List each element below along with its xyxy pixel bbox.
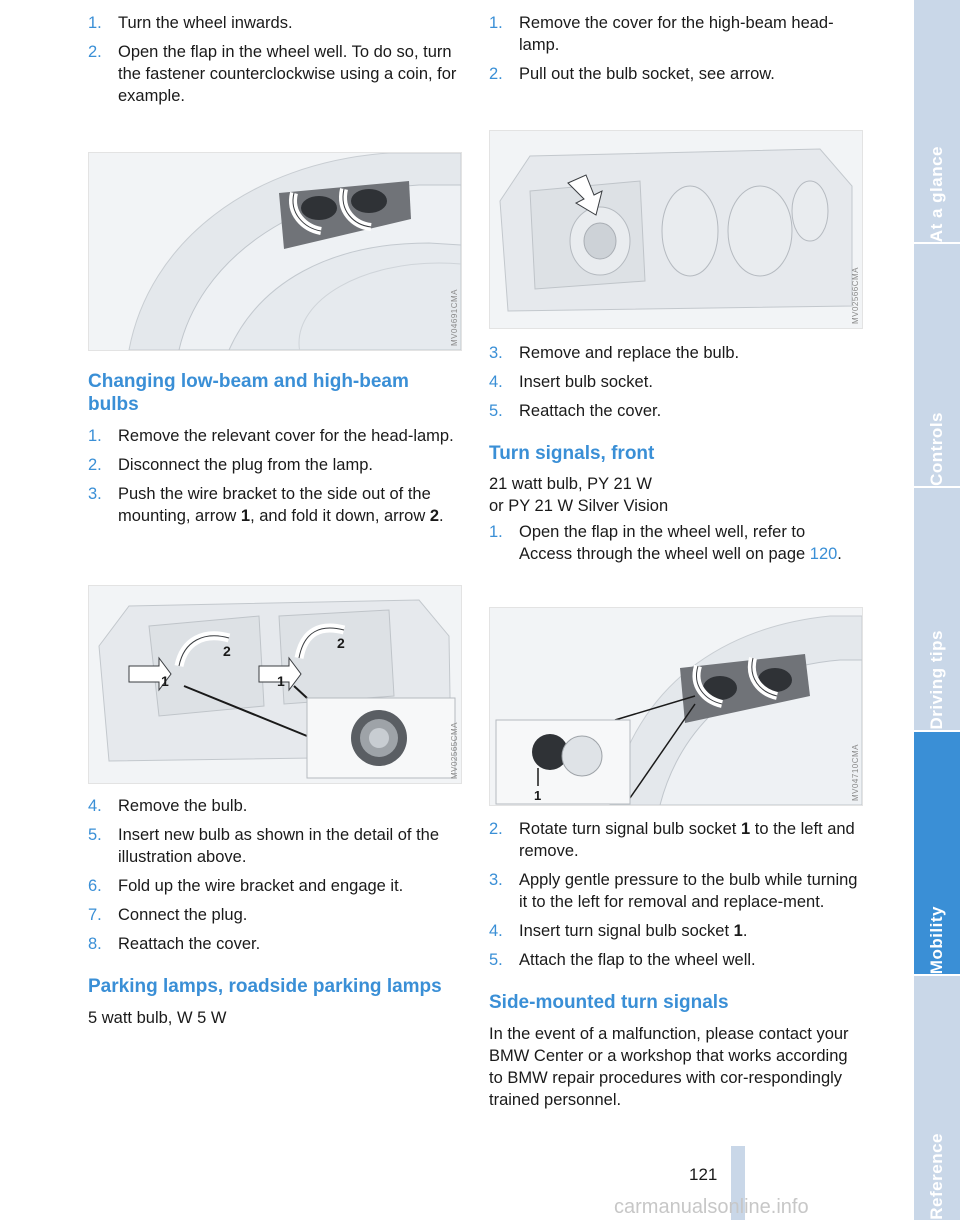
- list-item: [88, 425, 460, 447]
- tab-label: Controls: [927, 412, 946, 486]
- step-number: 2.: [489, 820, 503, 838]
- list-item: [88, 483, 460, 527]
- step-number: 2.: [88, 456, 102, 474]
- step-number: 7.: [88, 906, 102, 924]
- socket-reference: 1: [740, 820, 751, 838]
- list-item: [88, 41, 460, 107]
- bulb-replacement-steps-list: [88, 795, 460, 955]
- step-text: Fold up the wire bracket and engage it.: [118, 877, 404, 895]
- parking-lamp-bulb-spec: 5 watt bulb, W 5 W: [88, 1009, 227, 1027]
- step-text: Rotate turn signal bulb socket: [519, 820, 741, 838]
- arrow-label-1: 1: [161, 673, 169, 689]
- step-text: .: [742, 922, 748, 940]
- wheel-well-flap-figure: [88, 152, 462, 351]
- step-number: 5.: [88, 826, 102, 844]
- list-item: [489, 400, 861, 422]
- turn-signal-bulb-spec-alt: or PY 21 W Silver Vision: [489, 497, 669, 515]
- step-text: Insert turn signal bulb socket: [519, 922, 734, 940]
- step-text: Open the flap in the wheel well. To do so, turn the fastener counterclockwise using a coin, for example.: [118, 43, 457, 105]
- list-item: [88, 904, 460, 926]
- list-item: [489, 920, 861, 942]
- step-number: 1.: [88, 427, 102, 445]
- tab-label: Mobility: [927, 905, 946, 974]
- tab-label: At a glance: [927, 145, 946, 242]
- tab-reference[interactable]: [914, 976, 960, 1220]
- section-heading-side-turn-signals: Side-mounted turn signals: [489, 992, 729, 1013]
- list-item: [88, 875, 460, 897]
- step-number: 1.: [88, 14, 102, 32]
- arrow-reference: 2: [429, 507, 440, 525]
- step-number: 1.: [489, 14, 503, 32]
- step-number: 2.: [489, 65, 503, 83]
- tab-at-a-glance[interactable]: [914, 0, 960, 244]
- right-column-bottom: [489, 818, 861, 1111]
- step-text: to the left and remove.: [519, 820, 855, 860]
- socket-label-1: 1: [534, 788, 542, 803]
- left-column-bottom: [88, 795, 460, 1029]
- step-number: 4.: [88, 797, 102, 815]
- step-number: 2.: [88, 43, 102, 61]
- wheel-steps-list: [88, 12, 460, 114]
- step-text: Remove the bulb.: [118, 797, 248, 815]
- step-text: Connect the plug.: [118, 906, 248, 924]
- tab-label: Reference: [927, 1133, 946, 1220]
- watermark: carmanualsonline.info: [614, 1196, 809, 1218]
- tab-label: Driving tips: [927, 630, 946, 730]
- list-item: [88, 12, 460, 34]
- list-item: [489, 12, 861, 56]
- list-item: [88, 933, 460, 955]
- step-text: , and fold it down, arrow: [250, 507, 430, 525]
- step-number: 1.: [489, 523, 503, 541]
- list-item: [489, 818, 861, 862]
- tab-mobility[interactable]: [914, 732, 960, 976]
- step-number: 5.: [489, 402, 503, 420]
- turn-signal-steps-list: [489, 521, 861, 565]
- figure-code: MV02565CMA: [450, 721, 459, 779]
- list-item: [489, 521, 861, 565]
- high-beam-steps-list: [489, 12, 861, 92]
- step-number: 5.: [489, 951, 503, 969]
- step-text: .: [837, 545, 842, 563]
- arrow-label-1: 1: [277, 673, 285, 689]
- step-text: .: [439, 507, 444, 525]
- step-text: Remove the cover for the high-beam head-lamp.: [519, 14, 834, 54]
- step-text: Insert bulb socket.: [519, 373, 653, 391]
- turn-signal-removal-steps-list: [489, 818, 861, 971]
- arrow-label-2: 2: [337, 635, 345, 651]
- section-tabs: [914, 0, 960, 1220]
- list-item: [489, 869, 861, 913]
- step-text: Attach the flap to the wheel well.: [519, 951, 756, 969]
- page-reference-link[interactable]: 120: [809, 545, 838, 563]
- step-number: 3.: [88, 485, 102, 503]
- turn-signal-illustration: [490, 608, 862, 805]
- list-item: [88, 795, 460, 817]
- step-text: Pull out the bulb socket, see arrow.: [519, 65, 775, 83]
- step-text: Reattach the cover.: [118, 935, 261, 953]
- step-number: 8.: [88, 935, 102, 953]
- high-beam-socket-figure: [489, 130, 863, 329]
- tab-driving-tips[interactable]: [914, 488, 960, 732]
- step-text: Open the flap in the wheel well, refer to Access through the wheel well on page: [519, 523, 810, 563]
- figure-code: MV04691CMA: [450, 288, 459, 346]
- side-turn-signal-text: In the event of a malfunction, please contact your BMW Center or a workshop that works according to BMW repair procedures with cor-respondingly trained personnel.: [489, 1025, 849, 1109]
- tab-controls[interactable]: [914, 244, 960, 488]
- figure-code: MV02566CMA: [851, 266, 860, 324]
- right-column-middle: [489, 342, 861, 572]
- step-text: Push the wire bracket to the side out of the mounting, arrow: [118, 485, 431, 525]
- step-number: 3.: [489, 344, 503, 362]
- turn-signal-bulb-spec: 21 watt bulb, PY 21 W: [489, 475, 652, 493]
- left-column-lower: [88, 370, 460, 534]
- section-heading-turn-signals-front: Turn signals, front: [489, 443, 655, 464]
- low-high-beam-steps-list: [88, 425, 460, 527]
- section-heading-low-high-beam: Changing low-beam and high-beam bulbs: [88, 371, 409, 415]
- list-item: [489, 371, 861, 393]
- list-item: [489, 342, 861, 364]
- step-text: Turn the wheel inwards.: [118, 14, 293, 32]
- page-number: 121: [689, 1165, 718, 1184]
- step-text: Disconnect the plug from the lamp.: [118, 456, 373, 474]
- step-text: Reattach the cover.: [519, 402, 662, 420]
- wire-bracket-figure: [88, 585, 462, 784]
- list-item: [88, 454, 460, 476]
- headlamp-bracket-illustration: [89, 586, 461, 783]
- list-item: [489, 63, 861, 85]
- headlamp-socket-illustration: [490, 131, 862, 328]
- turn-signal-socket-figure: [489, 607, 863, 806]
- step-number: 4.: [489, 373, 503, 391]
- section-heading-parking-lamps: Parking lamps, roadside parking lamps: [88, 976, 442, 997]
- step-text: Apply gentle pressure to the bulb while turning it to the left for removal and replace-ment.: [519, 871, 858, 911]
- figure-code: MV04710CMA: [851, 743, 860, 801]
- step-text: Remove the relevant cover for the head-lamp.: [118, 427, 454, 445]
- bulb-steps-list: [489, 342, 861, 422]
- list-item: [88, 824, 460, 868]
- wheel-well-illustration: [89, 153, 461, 350]
- step-text: Remove and replace the bulb.: [519, 344, 740, 362]
- step-number: 4.: [489, 922, 503, 940]
- arrow-reference: 1: [240, 507, 251, 525]
- arrow-label-2: 2: [223, 643, 231, 659]
- step-text: Insert new bulb as shown in the detail of the illustration above.: [118, 826, 440, 866]
- list-item: [489, 949, 861, 971]
- step-number: 6.: [88, 877, 102, 895]
- step-number: 3.: [489, 871, 503, 889]
- socket-reference: 1: [733, 922, 743, 940]
